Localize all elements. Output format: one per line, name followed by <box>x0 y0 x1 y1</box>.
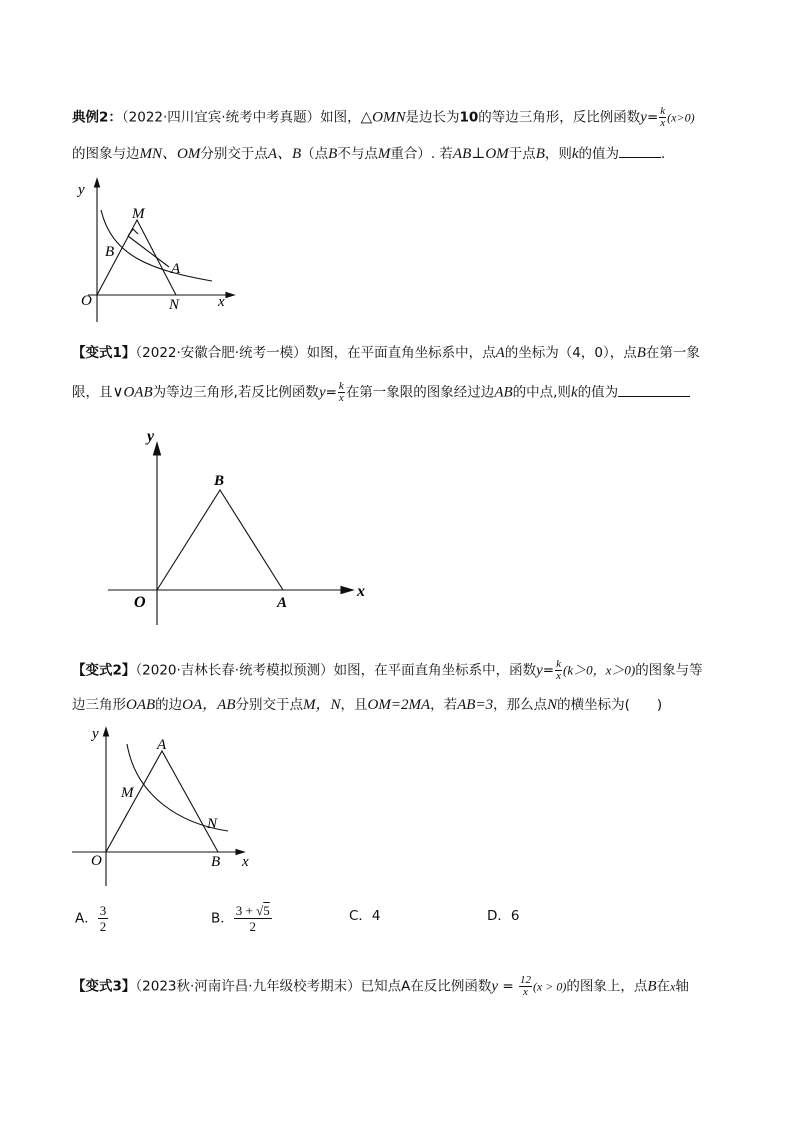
text-span: 边三角形 <box>72 697 126 713</box>
sqrt-radicand: 5 <box>263 903 270 918</box>
fraction-numerator: 3 <box>99 903 107 918</box>
fraction-denominator: x <box>556 670 561 682</box>
text-span: （点 <box>301 146 329 162</box>
text-span: 限，且 <box>72 384 113 401</box>
text-span: 是边长为 <box>405 109 460 126</box>
math-span: OM=2MA <box>367 697 431 713</box>
label-A: A <box>157 737 167 753</box>
math-span: MN、OM <box>139 146 201 162</box>
math-span: y <box>318 384 326 401</box>
math-span: OA，AB <box>182 697 236 713</box>
text-span: 分别交于点 <box>200 146 268 162</box>
text-span: ，若 <box>430 697 458 713</box>
v3-label: 【变式3】 <box>72 978 136 995</box>
label-O: O <box>81 293 92 309</box>
math-span: △OMN <box>360 109 406 126</box>
label-B: B <box>214 473 225 489</box>
label-M: M <box>132 206 145 222</box>
text-span: 的横坐标为( ) <box>557 697 663 713</box>
math-span: y <box>491 978 499 995</box>
text-span: 的坐标为（4，0），点 <box>504 345 637 361</box>
fraction <box>555 659 562 682</box>
text-span: 重合）. 若 <box>390 146 453 162</box>
text-span: 的图象上，点 <box>566 978 648 995</box>
v3-line-1 <box>72 975 689 998</box>
math-span: N <box>547 697 558 713</box>
sqrt-sign: √ <box>256 903 264 918</box>
option-c[interactable]: C．4 <box>349 908 381 924</box>
option-a-fraction <box>98 903 109 934</box>
math-span: ∨OAB <box>112 384 153 401</box>
triangle-oab <box>157 490 283 590</box>
text-span: 不与点 <box>337 146 378 162</box>
fraction-numerator: 12 <box>519 974 531 986</box>
fraction-denominator: x <box>522 986 528 998</box>
v2-figure <box>70 724 260 889</box>
y-arrow <box>154 443 161 455</box>
fraction-numerator: k <box>660 105 666 117</box>
math-span: B <box>647 978 657 995</box>
text-span: 的值为 <box>577 384 619 401</box>
text-span: 的图象与边 <box>72 146 140 162</box>
text-span: 于点 <box>508 146 536 162</box>
label-A: A <box>277 595 288 611</box>
v2-line-1 <box>72 659 703 682</box>
fraction-denominator: 2 <box>99 919 107 934</box>
v3-source: （2023秋·河南许昌·九年级校考期末） <box>135 978 361 995</box>
example-line-1 <box>72 106 695 129</box>
triangle-oab <box>106 751 218 852</box>
text-span: = <box>498 978 518 995</box>
answer-blank <box>618 396 690 397</box>
math-span: (x>0) <box>667 110 695 125</box>
text-span: ． <box>661 146 675 162</box>
math-span: AB <box>494 384 513 401</box>
math-span: A <box>495 345 505 361</box>
segment-ab <box>128 236 169 267</box>
math-span: B <box>535 146 545 162</box>
label-A: A <box>171 261 181 277</box>
text-span: 在 <box>656 978 671 995</box>
text-span: 轴 <box>675 978 689 995</box>
label-O: O <box>91 853 102 869</box>
math-span: B <box>328 146 338 162</box>
math-span: k <box>570 384 578 401</box>
example-label: 典例2： <box>72 109 122 126</box>
y-arrow <box>104 728 109 736</box>
label-N: N <box>169 297 180 313</box>
fraction <box>338 381 345 404</box>
y-arrow <box>95 179 100 187</box>
math-span: B <box>636 345 646 361</box>
math-span: k <box>571 146 579 162</box>
label-B: B <box>211 854 221 870</box>
x-arrow <box>226 293 234 298</box>
text-span: 为等边三角形,若反比例函数 <box>152 384 319 401</box>
fraction-numerator: k <box>338 380 344 392</box>
math-span: y <box>536 662 543 679</box>
fraction-numerator: k <box>556 658 561 670</box>
answer-blank <box>619 157 661 158</box>
text-span: 如图，在平面直角坐标系中，点 <box>306 345 496 361</box>
text-span: 如图，在平面直角坐标系中，函数 <box>333 662 537 679</box>
label-x: x <box>242 854 249 870</box>
text-span: ，则 <box>544 146 572 162</box>
text-span: ，且 <box>340 697 368 713</box>
option-a[interactable] <box>75 903 108 934</box>
text-span: ，那么点 <box>493 697 548 713</box>
math-span: AB=3 <box>457 697 494 713</box>
v1-source: （2022·安徽合肥·统考一模） <box>135 345 307 361</box>
fraction-numerator <box>234 903 272 919</box>
math-span: OAB <box>126 697 156 713</box>
option-b-label: B． <box>211 910 234 927</box>
text-span: 在第一象 <box>645 345 700 361</box>
label-y: y <box>92 726 99 742</box>
example-line-2 <box>72 144 675 164</box>
math-span: AB⊥OM <box>452 146 509 162</box>
text-span: = <box>542 662 555 679</box>
option-b-fraction <box>234 903 272 934</box>
text-span: 已知点A在反比例函数 <box>360 978 492 995</box>
x-arrow <box>341 587 353 594</box>
fraction-denominator: x <box>660 117 666 129</box>
math-span: A、B <box>267 146 302 162</box>
math-span: (x > 0) <box>532 979 567 994</box>
text-span: 分别交于点 <box>235 697 303 713</box>
text-span: 的值为 <box>578 146 620 162</box>
math-span: M，N <box>303 697 341 713</box>
v2-label: 【变式2】 <box>72 662 136 679</box>
fraction-denominator: x <box>338 392 344 404</box>
math-span: (k＞0，x＞0) <box>562 662 636 678</box>
option-b[interactable] <box>211 903 272 934</box>
v1-line-1 <box>72 343 700 363</box>
text-span: = <box>646 109 659 126</box>
label-y: y <box>78 182 85 198</box>
text-span: 的中点,则 <box>512 384 571 401</box>
label-M: M <box>121 785 134 801</box>
text-span: 的边 <box>155 697 183 713</box>
hyperbola-curve <box>101 210 212 281</box>
text-span: 的图象与等 <box>635 662 703 679</box>
fraction-denominator: 2 <box>249 919 256 934</box>
math-span: M <box>377 146 391 162</box>
label-B: B <box>105 244 115 260</box>
text-span: 的等边三角形，反比例函数 <box>478 109 641 126</box>
option-a-label: A． <box>75 910 98 927</box>
example-source: （2022·四川宜宾·统考中考真题） <box>121 109 321 126</box>
v2-source: （2020·吉林长春·统考模拟预测） <box>135 662 334 679</box>
math-span: 10 <box>459 109 479 126</box>
v1-figure <box>105 425 375 630</box>
label-N: N <box>207 816 218 832</box>
label-x: x <box>218 294 225 310</box>
label-x: x <box>357 583 365 600</box>
math-span: x <box>670 979 676 994</box>
text-span: = <box>325 384 337 401</box>
math-span: y <box>640 109 647 126</box>
text-span: 如图， <box>320 109 361 126</box>
fraction <box>519 975 532 998</box>
v1-label: 【变式1】 <box>72 345 136 361</box>
fraction <box>659 106 666 129</box>
option-d[interactable]: D．6 <box>487 908 520 924</box>
v2-line-2 <box>72 695 662 715</box>
example-figure <box>70 178 240 328</box>
v1-line-2 <box>72 381 690 404</box>
text-span: 在第一象限的图象经过边 <box>345 384 495 401</box>
label-y: y <box>147 428 155 445</box>
label-O: O <box>134 594 146 611</box>
text-span: 3 + <box>235 903 257 918</box>
